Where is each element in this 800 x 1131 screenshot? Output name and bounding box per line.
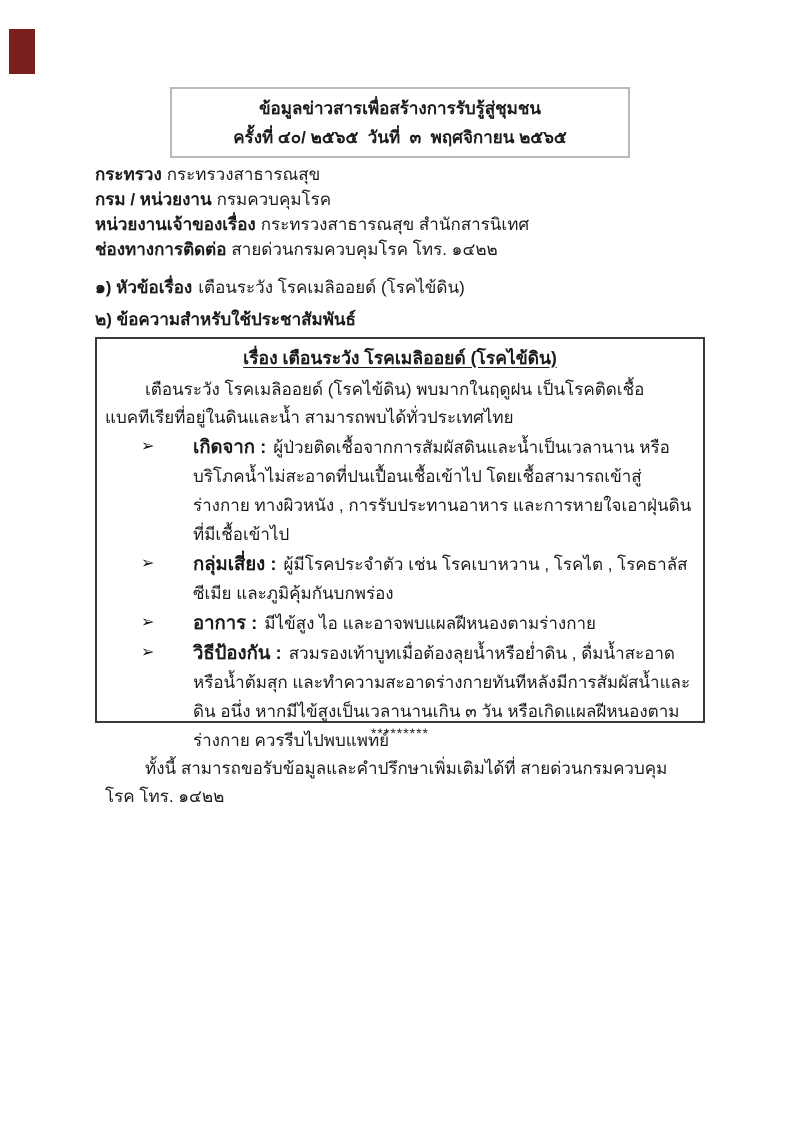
item-pr-message <box>95 306 755 333</box>
bullet-text: มีไข้สูง ไอ และอาจพบแผลฝีหนองตามร่างกาย <box>264 614 597 633</box>
bullet-term: วิธีป้องกัน : <box>193 642 282 663</box>
content-title: เรื่อง เตือนระวัง โรคเมลิออยด์ (โรคไข้ดิน) <box>243 348 557 368</box>
bullet-arrow-icon: ➢ <box>141 438 155 455</box>
meta-label: กระทรวง <box>95 165 162 184</box>
header-title: ข้อมูลข่าวสารเพื่อสร้างการรับรู้สู่ชุมชน <box>258 98 542 118</box>
item-subject <box>95 274 755 301</box>
content-box <box>95 337 705 806</box>
bullet-text: ผู้มีโรคประจำตัว เช่น โรคเบาหวาน , โรคไต , โรคธาลัสซีเมีย และภูมิคุ้มกันบกพร่อง <box>193 555 688 603</box>
item-value: เตือนระวัง โรคเมลิออยด์ (โรคไข้ดิน) <box>198 278 465 297</box>
meta-value: กระทรวงสาธารณสุข <box>166 165 321 184</box>
meta-block <box>95 162 735 262</box>
meta-label: กรม / หน่วยงาน <box>95 190 212 209</box>
footer-separator: ********* <box>370 725 430 741</box>
content-intro: เตือนระวัง โรคเมลิออยด์ (โรคไข้ดิน) พบมากในฤดูฝน เป็นโรคติดเชื้อแบคทีเรียที่อยู่ในดินและน้ำ สามารถพบได้ทั่วประเทศไทย <box>105 380 645 427</box>
bullet-arrow-icon: ➢ <box>141 644 155 661</box>
meta-label: ช่องทางการติดต่อ <box>95 240 227 259</box>
header-issue-date: ครั้งที่ ๔๐/ ๒๕๖๕ วันที่ ๓ พฤศจิกายน ๒๕๖๕ <box>233 127 567 147</box>
bullet-risk-group <box>141 549 695 608</box>
content-closing: ทั้งนี้ สามารถขอรับข้อมูลและคำปรึกษาเพิ่มเติมได้ที่ สายด่วนกรมควบคุมโรค โทร. ๑๔๒๒ <box>105 759 668 806</box>
bullet-term: กลุ่มเสี่ยง : <box>193 553 277 574</box>
meta-row-contact <box>95 237 735 262</box>
meta-row-department <box>95 187 735 212</box>
corner-stamp <box>9 29 35 74</box>
bullet-term: อาการ : <box>193 612 258 633</box>
bullet-list <box>141 432 695 755</box>
header-box <box>170 87 630 158</box>
meta-value: กรมควบคุมโรค <box>216 190 332 209</box>
bullet-term: เกิดจาก : <box>193 436 267 457</box>
bullet-arrow-icon: ➢ <box>141 614 155 631</box>
bullet-cause <box>141 432 695 549</box>
bullet-text: ผู้ป่วยติดเชื้อจากการสัมผัสดินและน้ำเป็นเวลานาน หรือบริโภคน้ำไม่สะอาดที่ปนเปื้อนเชื้อเข้าไป โดยเชื้อสามารถเข้าสู่ร่างกาย ทางผิวหนัง , การรับประทานอาหาร และการหายใจเอาฝุ่นดินที่มีเชื้อเข้าไป <box>193 438 692 544</box>
bullet-text: สวมรองเท้าบูทเมื่อต้องลุยน้ำหรือย่ำดิน , ดื่มน้ำสะอาดหรือน้ำต้มสุก และทำความสะอาดร่างกายทันทีหลังมีการสัมผัสน้ำและดิน อนึ่ง หากมีไข้สูงเป็นเวลานานเกิน ๓ วัน หรือเกิดแผลฝีหนองตามร่างกาย ควรรีบไปพบแพทย์ <box>193 644 691 750</box>
bullet-symptoms <box>141 608 695 638</box>
item-label: ๑) หัวข้อเรื่อง <box>95 278 193 297</box>
meta-label: หน่วยงานเจ้าของเรื่อง <box>95 215 256 234</box>
meta-value: สายด่วนกรมควบคุมโรค โทร. ๑๔๒๒ <box>231 240 498 259</box>
meta-row-ministry <box>95 162 735 187</box>
item-label: ๒) ข้อความสำหรับใช้ประชาสัมพันธ์ <box>95 310 356 329</box>
meta-value: กระทรวงสาธารณสุข สำนักสารนิเทศ <box>260 215 530 234</box>
bullet-arrow-icon: ➢ <box>141 555 155 572</box>
meta-row-owner-agency <box>95 212 735 237</box>
